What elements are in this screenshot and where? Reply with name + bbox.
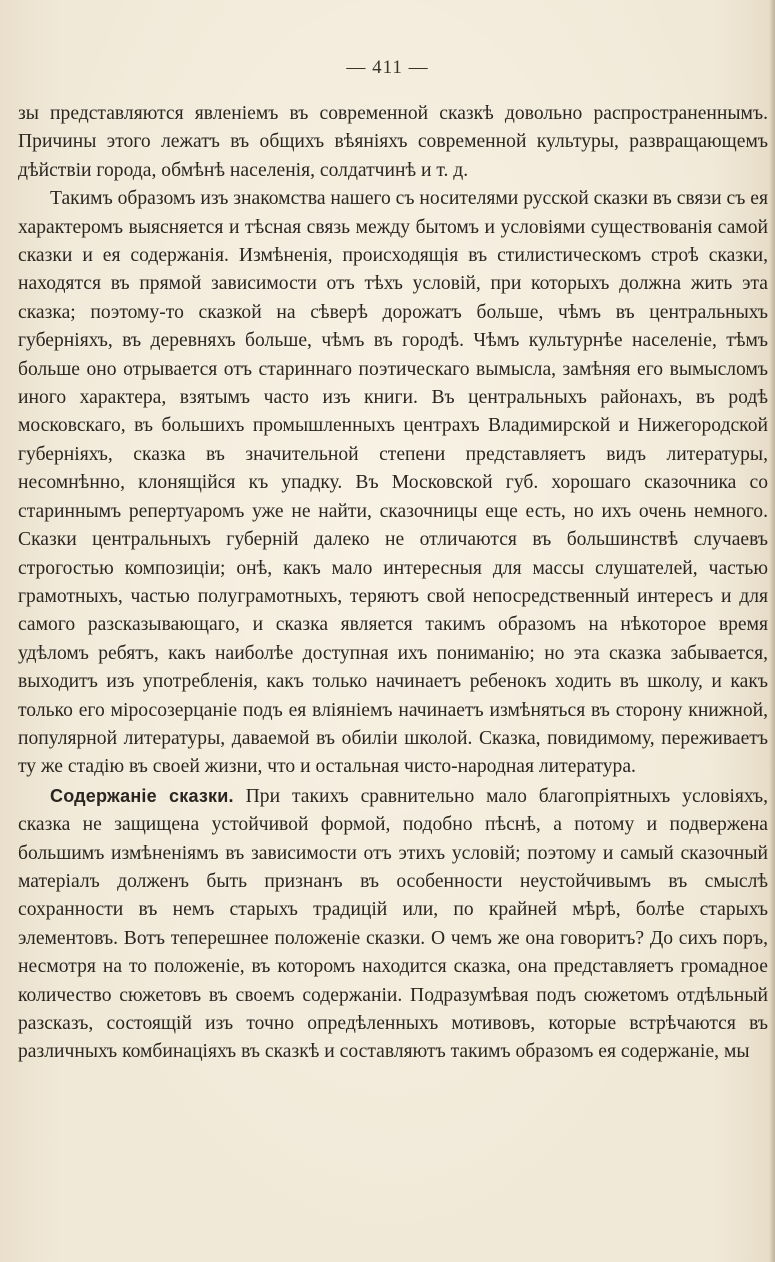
- paragraph-content-section: [18, 782, 768, 1067]
- paragraph-continuation: зы представляются явленіемъ въ современной сказкѣ довольно распространеннымъ. Причины этого лежатъ въ общихъ вѣяніяхъ современной культуры, развращающемъ дѣйствіи города, обмѣнѣ населенія, солдатчинѣ и т. д.: [18, 103, 768, 181]
- body-text: [18, 100, 768, 1067]
- page-number: — 411 —: [346, 57, 429, 78]
- section-heading: Содержаніе сказки.: [50, 785, 234, 806]
- paragraph-main: Такимъ образомъ изъ знакомства нашего съ носителями русской сказки въ связи съ ея характеромъ выясняется и тѣсная связь между бытомъ и условіями существованія самой сказки и ея содержанія. Измѣненія, происходящія въ стилистическомъ строѣ сказки, находятся въ прямой зависимости отъ тѣхъ условій, при которыхъ должна жить эта сказка; поэтому-то сказкой на сѣверѣ дорожатъ больше, чѣмъ въ центральныхъ губерніяхъ, въ деревняхъ больше, чѣмъ въ городѣ. Чѣмъ культурнѣе населеніе, тѣмъ больше оно отрывается отъ стариннаго поэтическаго вымысла, замѣняя его вымысломъ иного характера, взятымъ часто изъ книги. Въ центральныхъ районахъ, въ родѣ московскаго, въ большихъ промышленныхъ центрахъ Владимирской и Нижегородской губерніяхъ, сказка въ значительной степени представляетъ видъ литературы, несомнѣнно, клонящійся къ упадку. Въ Московской губ. хорошаго сказочника со стариннымъ репертуаромъ уже не найти, сказочницы еще есть, но ихъ очень немного. Сказки центральныхъ губерній далеко не отличаются въ большинствѣ случаевъ строгостью композиціи; онѣ, какъ мало интересныя для массы слушателей, частью грамотныхъ, частью полуграмотныхъ, теряютъ свой непосредственный интересъ и для самого разсказывающаго, и сказка является такимъ образомъ на нѣкоторое время удѣломъ ребятъ, какъ наиболѣе доступная ихъ пониманію; но эта сказка забывается, выходитъ изъ употребленія, какъ только начинаетъ ребенокъ ходить въ школу, и какъ только его міросозерцаніе подъ ея вліяніемъ начинаетъ измѣняться въ сторону книжной, популярной литературы, даваемой въ обиліи школой. Сказка, повидимому, переживаетъ ту же стадію въ своей жизни, что и остальная чисто-народная литература.: [18, 188, 768, 778]
- page-edge-shadow: [769, 0, 775, 1262]
- section-text: При такихъ сравнительно мало благопріятныхъ условіяхъ, сказка не защищена устойчивой формой, подобно пѣснѣ, а потому и подвержена большимъ измѣненіямъ въ зависимости отъ этихъ условій; поэтому и самый сказочный матеріалъ долженъ быть признанъ въ особенности неустойчивымъ въ смыслѣ сохранности въ немъ старыхъ традицій или, по крайней мѣрѣ, болѣе старыхъ элементовъ. Вотъ теперешнее положеніе сказки. О чемъ же она говоритъ? До сихъ поръ, несмотря на то положеніе, въ которомъ находится сказка, она представляетъ громадное количество сюжетовъ въ своемъ содержаніи. Подразумѣвая подъ сюжетомъ отдѣльный разсказъ, состоящій изъ точно опредѣленныхъ мотивовъ, которые встрѣчаются въ различныхъ комбинаціяхъ въ сказкѣ и составляютъ такимъ образомъ ея содержаніе, мы: [18, 785, 768, 1063]
